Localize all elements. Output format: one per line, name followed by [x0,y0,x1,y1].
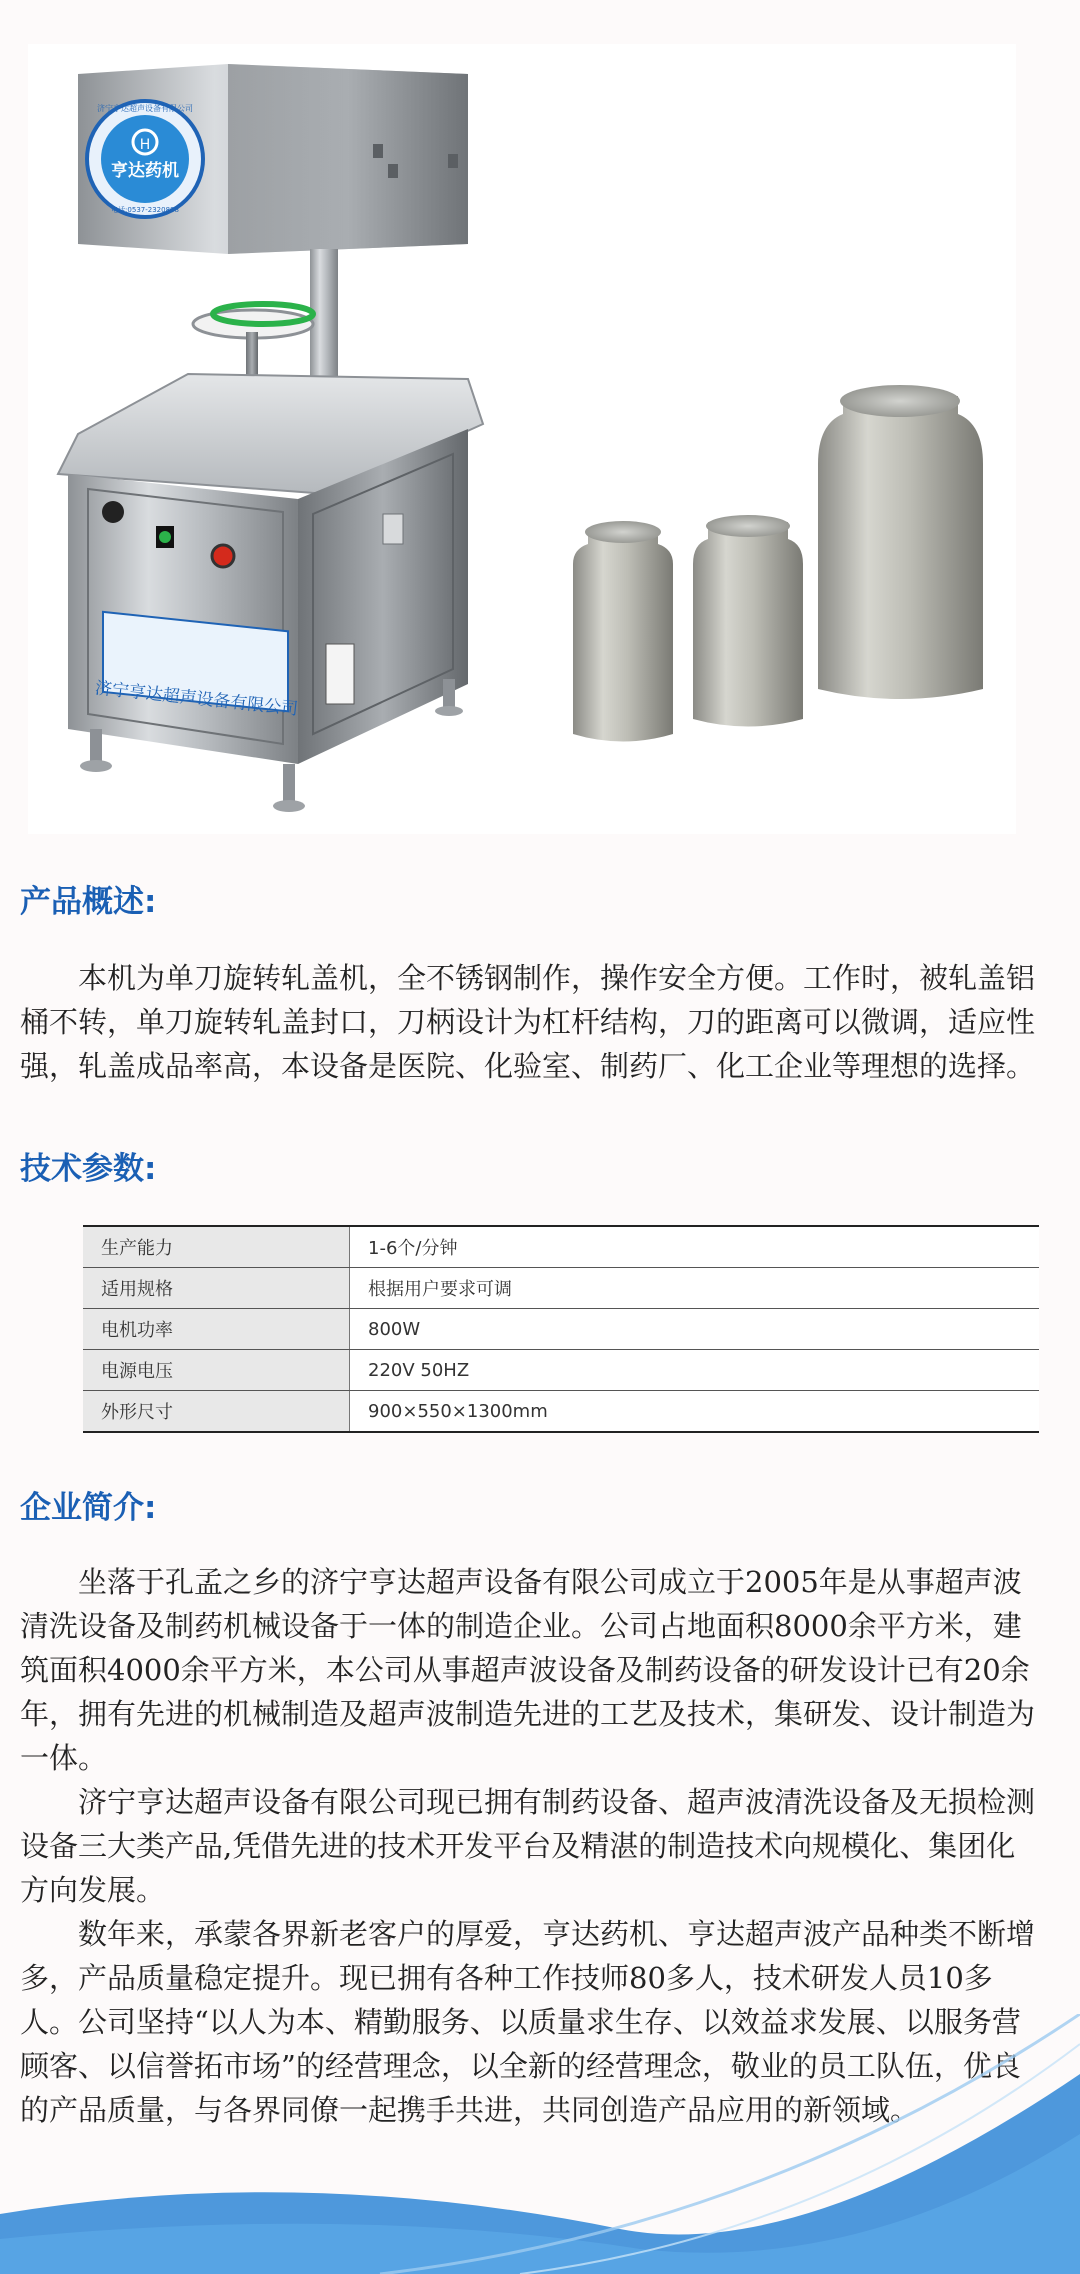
spec-value: 220V 50HZ [350,1350,1040,1391]
machine-logo-phone: 电话:0537-2320888 [111,206,179,214]
overview-title: 产品概述: [20,884,157,920]
table-row [83,1309,1039,1350]
machine-plate-text: 济宁亨达超声设备有限公司 [94,678,300,720]
table-row [83,1391,1039,1433]
aluminium-drums [573,385,983,742]
overview-text: 本机为单刀旋转轧盖机，全不锈钢制作，操作安全方便。工作时，被轧盖铝桶不转，单刀旋转轧盖封口，刀柄设计为杠杆结构，刀的距离可以微调，适应性强，轧盖成品率高，本设备是医院、化验室、制药厂、化工企业等理想的选择。 [20,961,1036,1083]
table-row [83,1226,1039,1268]
company-paragraph-2: 济宁亨达超声设备有限公司现已拥有制药设备、超声波清洗设备及无损检测设备三大类产品,凭借先进的技术开发平台及精湛的制造技术向规模化、集团化方向发展。 [20,1785,1036,1907]
spec-key: 适用规格 [83,1268,350,1309]
spec-value: 800W [350,1309,1040,1350]
machine-logo-text: 亨达药机 [111,161,179,181]
spec-key: 生产能力 [83,1226,350,1268]
spec-value: 900×550×1300mm [350,1391,1040,1433]
spec-value: 1-6个/分钟 [350,1226,1040,1268]
decorative-wave [0,2014,1080,2274]
spec-key: 电源电压 [83,1350,350,1391]
machine-head [78,64,468,254]
company-paragraph-1: 坐落于孔孟之乡的济宁亨达超声设备有限公司成立于2005年是从事超声波清洗设备及制药机械设备于一体的制造企业。公司占地面积8000余平方米，建筑面积4000余平方米，本公司从事超声波设备及制药设备的研发设计已有20余年，拥有先进的机械制造及超声波制造先进的工艺及技术，集研发、设计制造为一体。 [20,1565,1036,1775]
machine-logo-top: 济宁亨达超声设备有限公司 [97,104,193,113]
company-paragraph-3: 数年来，承蒙各界新老客户的厚爱，亨达药机、亨达超声波产品种类不断增多，产品质量稳定提升。现已拥有各种工作技师80多人，技术研发人员10多人。公司坚持“以人为本、精勤服务、以质量求生存、以效益求发展、以服务营顾客、以信誉拓市场”的经营理念，以全新的经营理念，敬业的员工队伍，优良的产品质量，与各界同僚一起携手共进，共同创造产品应用的新领域。 [20,1917,1036,2127]
spec-key: 电机功率 [83,1309,350,1350]
specs-title: 技术参数: [20,1151,157,1187]
svg-text:H: H [139,137,151,153]
specs-table [83,1225,1039,1433]
table-row [83,1268,1039,1309]
company-title: 企业简介: [20,1490,157,1526]
spec-value: 根据用户要求可调 [350,1268,1040,1309]
product-photo [28,44,1016,834]
product-illustration [28,44,1016,834]
table-row [83,1350,1039,1391]
spec-key: 外形尺寸 [83,1391,350,1433]
